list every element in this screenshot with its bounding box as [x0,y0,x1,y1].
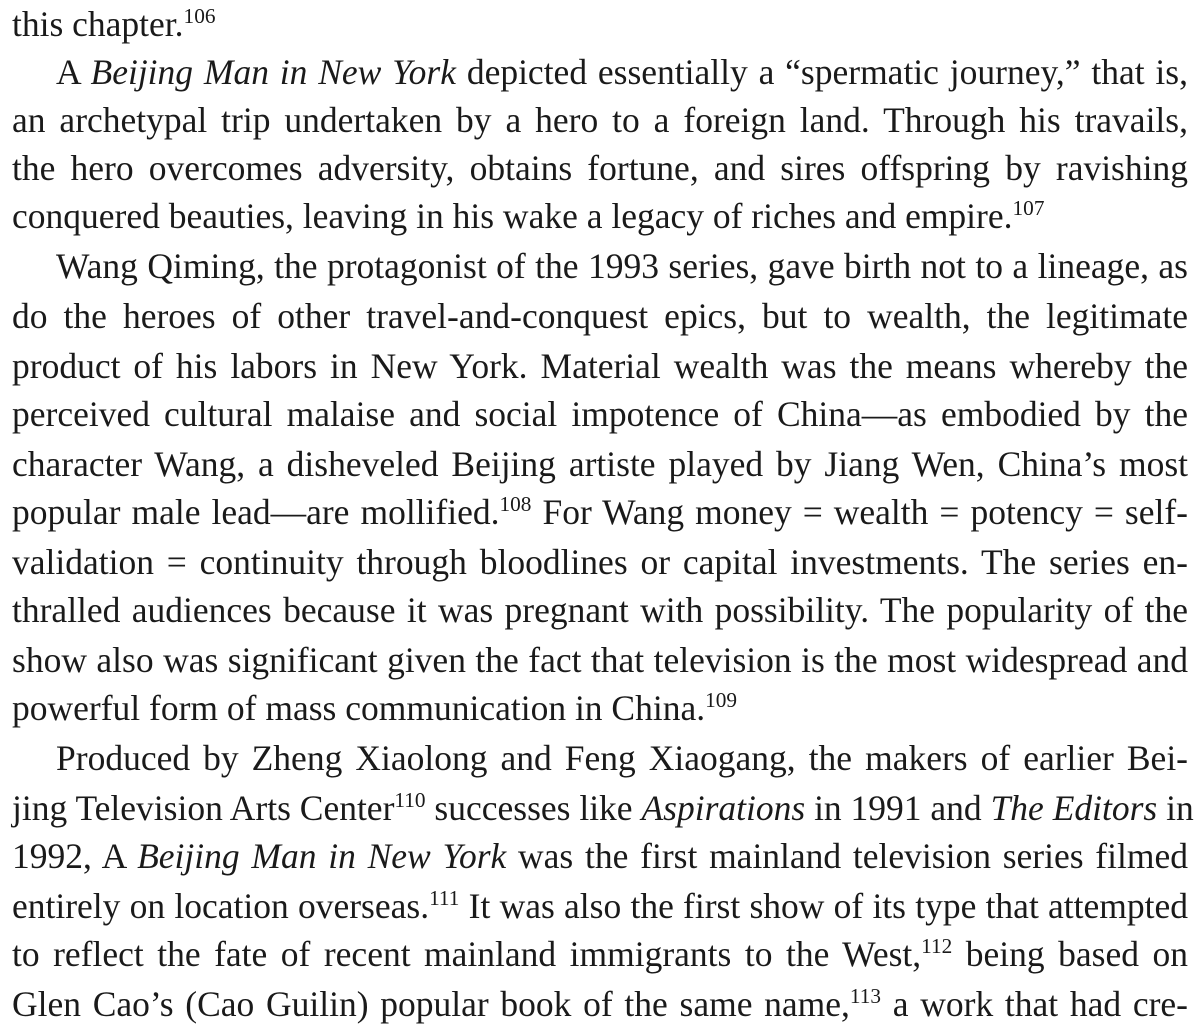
text-line-6: Wang Qiming, the protagonist of the 1993 series, gave birth not to a lineage, as [56,246,1188,286]
book-title: Beijing Man in New York [90,52,456,92]
show-title: The Editors [990,788,1158,828]
text-line-15: powerful form of mass communication in China.$^{109}$ [12,687,738,728]
footnote-ref[interactable]: 113 [849,983,882,1008]
text-line-3: an archetypal trip undertaken by a hero to a foreign land. Through his travails, [12,100,1188,140]
text-line-16: Produced by Zheng Xiaolong and Feng Xiaogang, the makers of earlier Bei- [56,738,1188,778]
text-line-4: the hero overcomes adversity, obtains fortune, and sires offspring by ravishing [12,148,1188,188]
footnote-ref[interactable]: 110 [394,787,426,812]
text-line-11: popular male lead—are mollified.$^{108}$ For Wang money = wealth = potency = self- [12,491,1188,532]
text-line-8: product of his labors in New York. Material wealth was the means whereby the [12,346,1188,386]
text-line-12: validation = continuity through bloodlines or capital investments. The series en- [12,542,1188,582]
footnote-ref[interactable]: 106 [183,3,216,28]
text-line-13: thralled audiences because it was pregnant with possibility. The popularity of the [12,590,1188,630]
footnote-ref[interactable]: 111 [429,885,460,910]
text-line-19: entirely on location overseas.$^{111}$ It was also the first show of its type that attempted [12,885,1189,926]
text-line-20: to reflect the fate of recent mainland immigrants to the West,$^{112}$ being based on [12,933,1188,974]
text-line-14: show also was significant given the fact that television is the most widespread and [12,640,1188,680]
text-line-21: Glen Cao’s (Cao Guilin) popular book of the same name,$^{113}$ a work that had cre- [12,983,1188,1024]
text-line-17: jing Television Arts Center$^{110}$ successes like Aspirations in 1991 and The Editors in [12,787,1194,828]
text-line-18: 1992, A Beijing Man in New York was the first mainland television series filmed [12,836,1188,876]
footnote-ref[interactable]: 109 [705,687,738,712]
footnote-ref[interactable]: 107 [1012,195,1045,220]
text-line-10: character Wang, a disheveled Beijing artiste played by Jiang Wen, China’s most [12,444,1188,484]
text-line-9: perceived cultural malaise and social impotence of China—as embodied by the [12,394,1188,434]
text-line-7: do the heroes of other travel-and-conquest epics, but to wealth, the legitimate [12,296,1188,336]
show-title: Aspirations [641,788,806,828]
footnote-ref[interactable]: 112 [921,933,953,958]
text-line-5: conquered beauties, leaving in his wake a legacy of riches and empire.$^{107}$ [12,195,1045,236]
book-title: Beijing Man in New York [137,836,507,876]
footnote-ref[interactable]: 108 [499,491,532,516]
text-line-1: this chapter.$^{106}$ [12,3,216,44]
text-line-2: A Beijing Man in New York depicted essentially a “spermatic journey,” that is, [56,52,1188,92]
